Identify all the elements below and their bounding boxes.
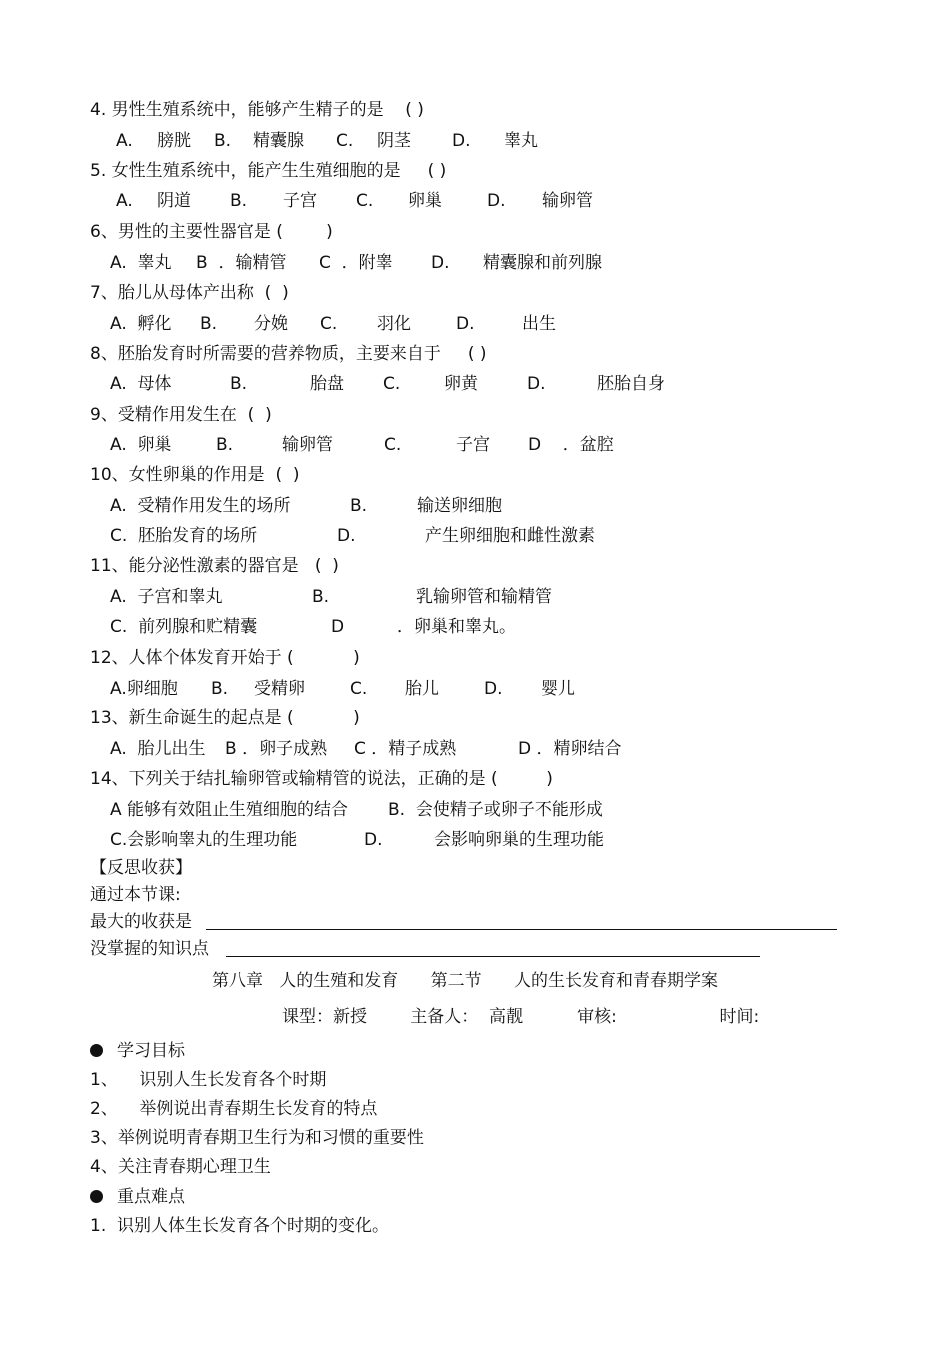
question-7-stem: 7、胎儿从母体产出称 ( ) [90,283,289,303]
option: 子宫 [456,435,490,455]
option: D. [527,374,546,394]
option: D. [364,830,383,850]
option: A.卵细胞 [110,679,178,699]
option: D. [484,679,503,699]
option: B ．输精管 [196,253,287,273]
gain-label: 最大的收获是 [90,912,192,932]
option: A. 孵化 [110,314,172,334]
option: B. 会使精子或卵子不能形成 [388,800,603,820]
option: B ．卵子成熟 [225,739,328,759]
option: A. 受精作用发生的场所 [110,496,291,516]
option: A. 卵巢 [110,435,172,455]
option: ．卵巢和睾丸。 [397,617,516,637]
question-10-stem: 10、女性卵巢的作用是 ( ) [90,465,300,485]
option: 出生 [522,314,556,334]
option: C. [320,314,338,334]
question-6-stem: 6、男性的主要性器官是 ( ) [90,222,333,242]
option: B. [230,374,248,394]
option: 输卵管 [542,191,593,211]
option: C.会影响睾丸的生理功能 [110,830,298,850]
unknown-blank-line[interactable] [226,956,760,957]
option: D ．盆腔 [528,435,614,455]
option: C. [356,191,374,211]
key-points-heading: 重点难点 [90,1186,185,1208]
option: A. 母体 [110,374,172,394]
option: 胎儿 [405,679,439,699]
question-12-stem: 12、人体个体发育开始于 ( ) [90,648,360,668]
objective-item: 1、 识别人生长发育各个时期 [90,1070,327,1090]
option: C ．附睾 [319,253,393,273]
option: 乳输卵管和输精管 [416,587,552,607]
option: A. [116,131,133,151]
question-4-stem: 4. 男性生殖系统中，能够产生精子的是 ( ) [90,100,424,120]
option: B. [200,314,218,334]
reflection-heading: 【反思收获】 [90,858,192,878]
option: D. [431,253,450,273]
option: C. [350,679,368,699]
option: A. 子宫和睾丸 [110,587,223,607]
option: 会影响卵巢的生理功能 [434,830,604,850]
option: B. [350,496,368,516]
option: 卵黄 [444,374,478,394]
question-5-stem: 5. 女性生殖系统中，能产生生殖细胞的是 ( ) [90,161,447,181]
option: 阴道 [157,191,191,211]
option: C. 胚胎发育的场所 [110,526,258,546]
option: B. [230,191,248,211]
option: A. 睾丸 [110,253,172,273]
option: A. 胎儿出生 [110,739,206,759]
option: A. [116,191,133,211]
option: D [331,617,345,637]
gain-blank-line[interactable] [206,929,837,930]
option: 阴茎 [377,131,411,151]
option: 输送卵细胞 [417,496,502,516]
question-13-stem: 13、新生命诞生的起点是 ( ) [90,708,360,728]
option: D. [337,526,356,546]
question-9-stem: 9、受精作用发生在 ( ) [90,405,272,425]
option: B. [216,435,234,455]
option: C. [384,435,402,455]
question-11-stem: 11、能分泌性激素的器官是 ( ) [90,556,339,576]
unknown-label: 没掌握的知识点 [90,939,209,959]
option: 精囊腺 [253,131,304,151]
option: C ．精子成熟 [354,739,457,759]
bullet-icon [90,1190,103,1203]
bullet-icon [90,1044,103,1057]
option: C. [336,131,354,151]
option: 胚胎自身 [597,374,665,394]
objective-item: 4、关注青春期心理卫生 [90,1157,271,1177]
option: 胎盘 [310,374,344,394]
question-8-stem: 8、胚胎发育时所需要的营养物质，主要来自于 ( ) [90,344,487,364]
objectives-heading: 学习目标 [90,1040,185,1062]
question-14-stem: 14、下列关于结扎输卵管或输精管的说法，正确的是 ( ) [90,769,553,789]
option: D. [487,191,506,211]
option: 睾丸 [504,131,538,151]
option: D ．精卵结合 [518,739,622,759]
option: A 能够有效阻止生殖细胞的结合 [110,800,349,820]
option: 精囊腺和前列腺 [483,253,602,273]
objective-item: 3、举例说明青春期卫生行为和习惯的重要性 [90,1128,424,1148]
objective-item: 2、 举例说出青春期生长发育的特点 [90,1099,378,1119]
option: 婴儿 [541,679,575,699]
chapter-meta: 课型：新授 主备人： 高靓 审核: 时间: [282,1007,760,1027]
option: D. [452,131,471,151]
option: B. [312,587,330,607]
chapter-title: 第八章 人的生殖和发育 第二节 人的生长发育和青春期学案 [212,971,719,991]
option: 产生卵细胞和雌性激素 [425,526,595,546]
option: D. [456,314,475,334]
option: 子宫 [283,191,317,211]
option: C. [383,374,401,394]
key-point-item: 1. 识别人体生长发育各个时期的变化。 [90,1216,390,1236]
option: 输卵管 [282,435,333,455]
option: 羽化 [377,314,411,334]
reflection-intro: 通过本节课: [90,885,181,905]
option: 膀胱 [157,131,191,151]
option: 分娩 [254,314,288,334]
option: 受精卵 [254,679,305,699]
option: B. [214,131,232,151]
option: 卵巢 [408,191,442,211]
option: B. [211,679,229,699]
option: C. 前列腺和贮精囊 [110,617,258,637]
